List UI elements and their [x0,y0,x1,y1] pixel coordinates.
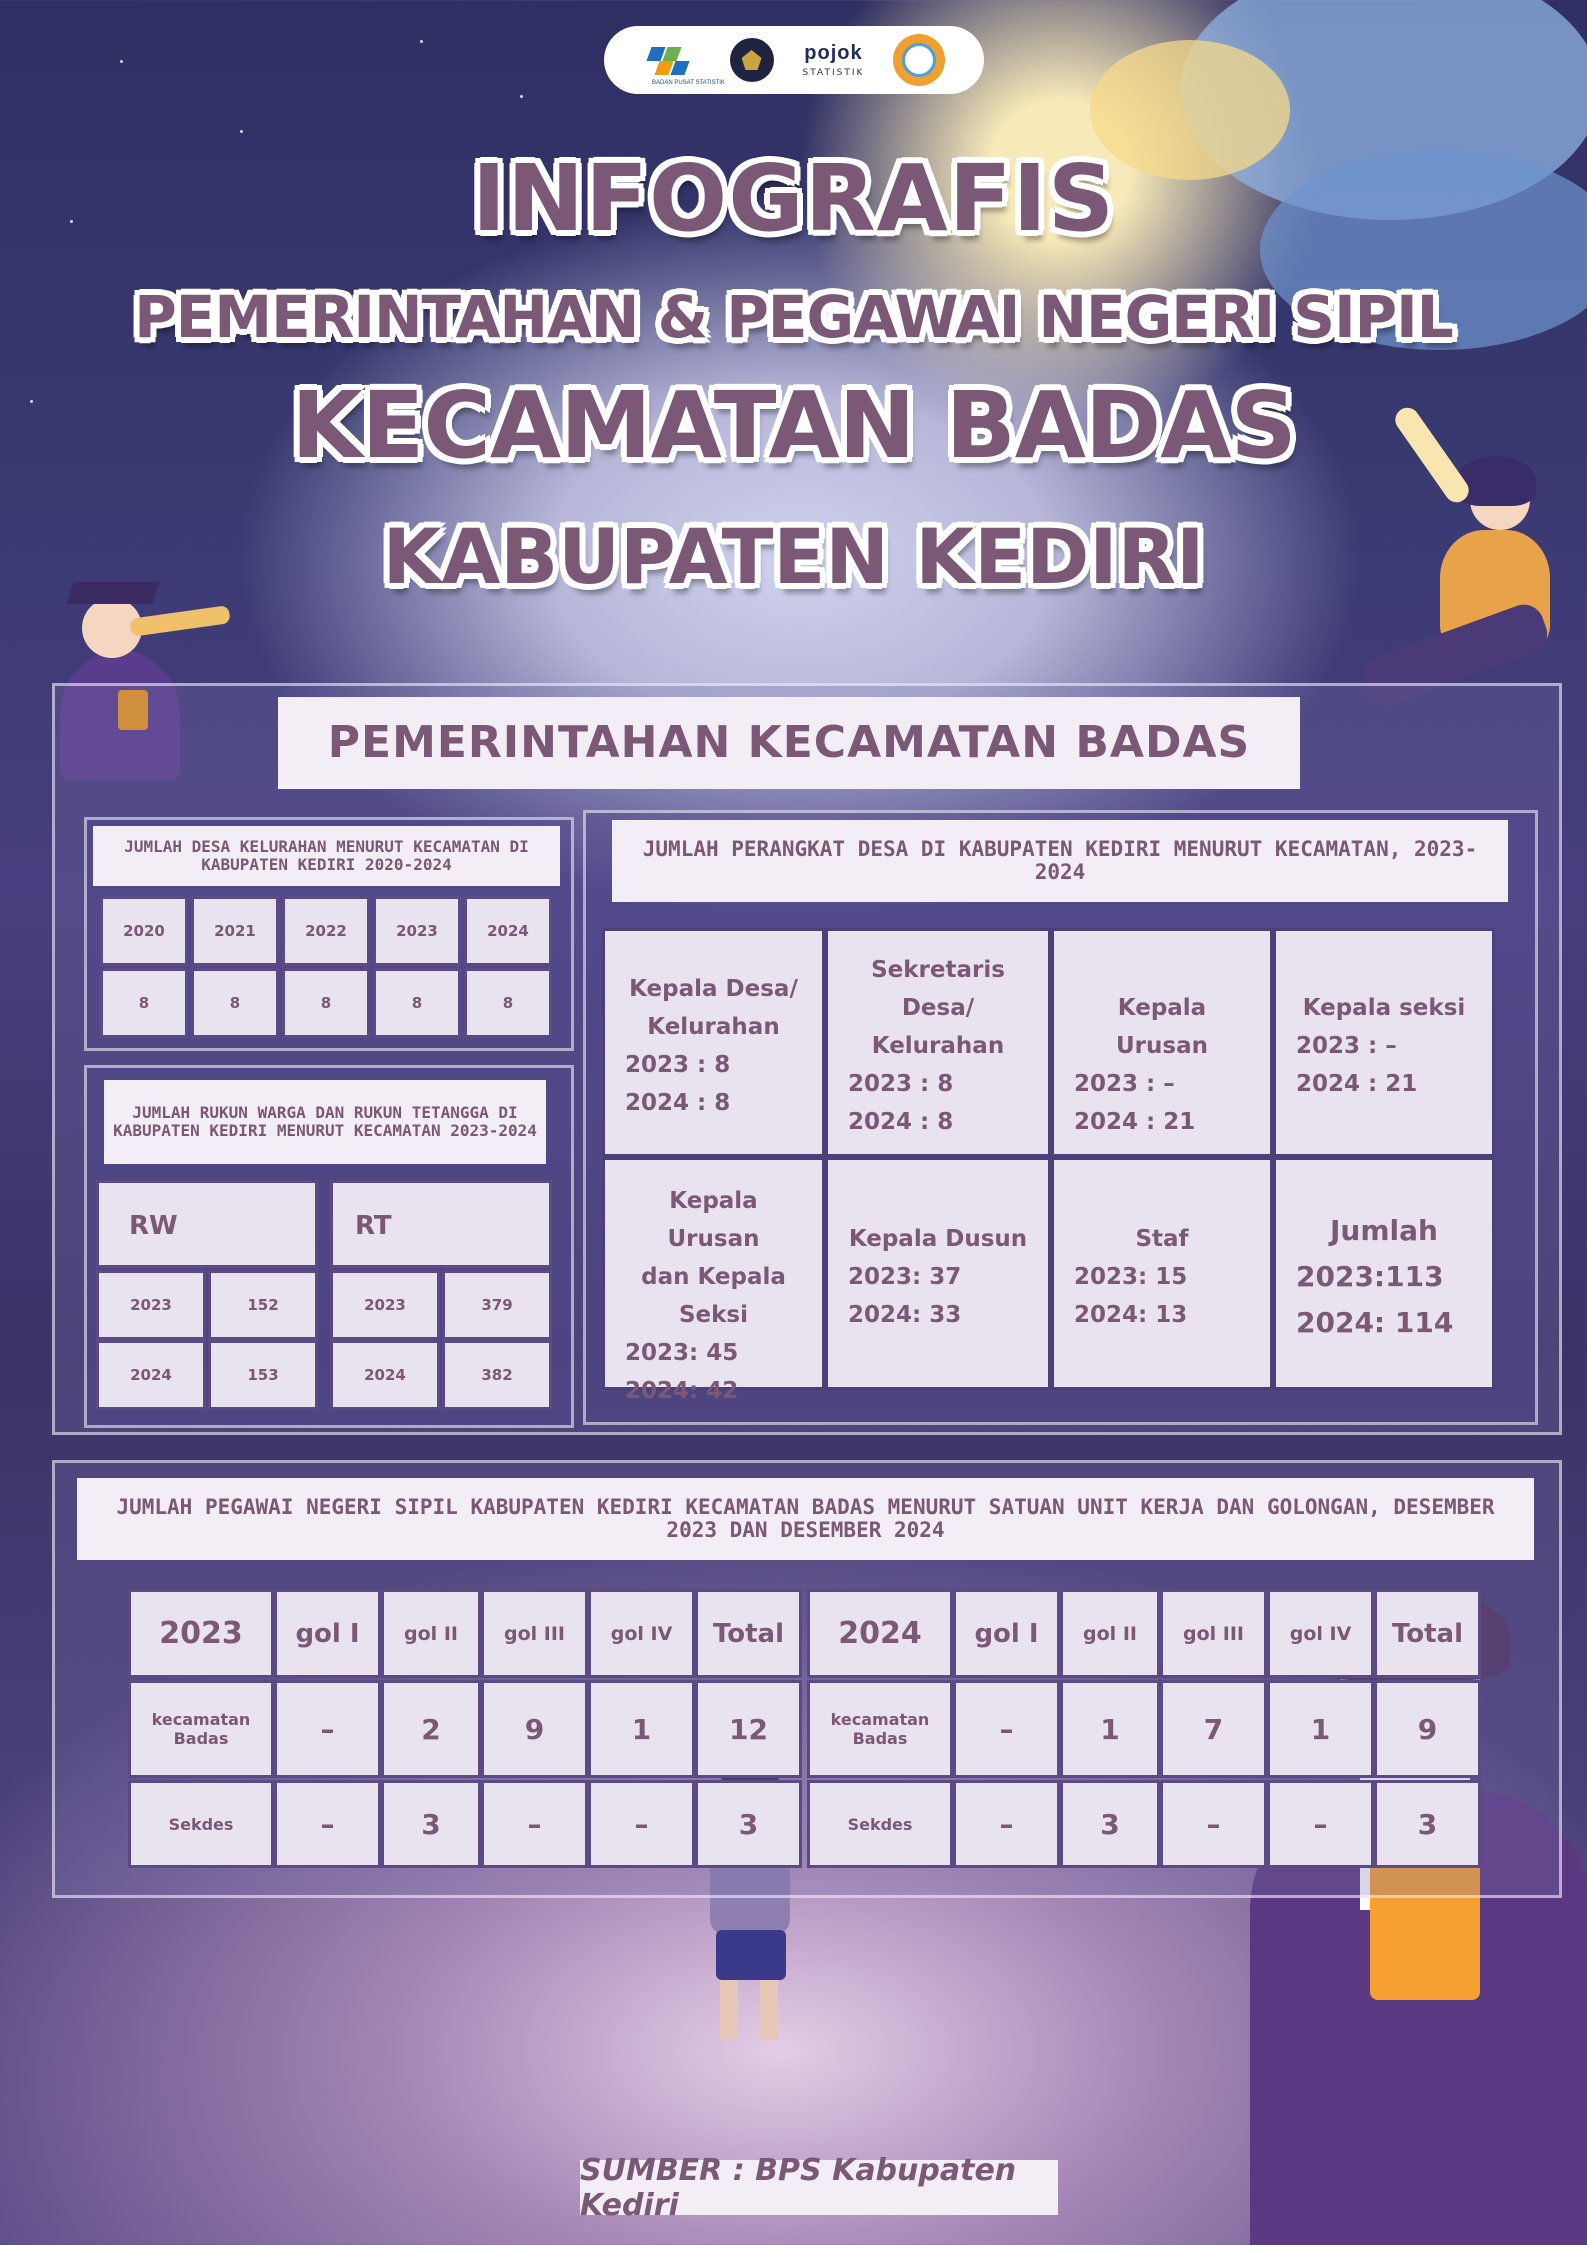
star [420,40,423,43]
perangkat-cell-heading: Seksi [678,1301,749,1328]
star [240,130,243,133]
pojok-logo-subtext: STATISTIK [802,67,865,78]
rt-year-cell: 2024 [330,1340,440,1410]
pns-value-cell: 7 [1160,1680,1267,1778]
pns-column-header: gol III [1160,1589,1267,1678]
perangkat-cell-value: 2023: 15 [1074,1263,1188,1290]
perangkat-cell-value: 2024 : 8 [625,1089,731,1116]
rw-value-cell: 152 [208,1270,318,1340]
star [520,95,523,98]
desa-value-cell: 8 [100,968,188,1038]
pns-value-cell: – [588,1780,695,1868]
perangkat-cell-heading: Kelurahan [871,1032,1005,1059]
rw-value-cell: 153 [208,1340,318,1410]
title-pemerintahan-pns: PEMERINTAHAN & PEGAWAI NEGERI SIPIL [134,283,1453,351]
perangkat-cell-heading: Jumlah [1330,1213,1438,1247]
desa-value-cell: 8 [282,968,370,1038]
pns-column-header: gol III [481,1589,588,1678]
pns-value-cell: – [1267,1780,1374,1868]
bps-logo [643,43,701,77]
pns-column-header: Total [695,1589,802,1678]
rt-year-cell: 2023 [330,1270,440,1340]
perangkat-cell-heading: Kepala Dusun [848,1225,1028,1252]
desa-year-cell: 2022 [282,896,370,966]
perangkat-cell-value: 2023: 37 [848,1263,962,1290]
title-kabupaten: KABUPATEN KEDIRI [382,512,1205,601]
pns-row-label: Sekdes [128,1780,274,1868]
rw-year-cell: 2024 [96,1340,206,1410]
bps-icon [643,43,701,77]
rt-value-cell: 382 [442,1340,552,1410]
perangkat-cell-heading: Desa/ [901,994,975,1021]
pemda-emblem-logo [730,38,774,82]
title-infografis: INFOGRAFIS [471,145,1116,252]
perangkat-cell-value: 2023 : 8 [848,1070,954,1097]
pns-year-header: 2024 [807,1589,953,1678]
pns-year-header: 2023 [128,1589,274,1678]
perangkat-cell-value: 2024: 114 [1296,1305,1454,1339]
pojok-logo-text: pojok [804,41,863,64]
badge-logo [893,34,945,86]
star [120,60,123,63]
source-label: SUMBER : BPS Kabupaten Kediri [580,2160,1058,2215]
pns-value-cell: 3 [1060,1780,1160,1868]
pns-column-header: gol IV [588,1589,695,1678]
desa-year-cell: 2021 [191,896,279,966]
perangkat-cell-value: 2023 : – [1296,1032,1397,1059]
pns-value-cell: 3 [1374,1780,1481,1868]
perangkat-cell [825,1157,1051,1390]
perangkat-title: JUMLAH PERANGKAT DESA DI KABUPATEN KEDIRI MENURUT KECAMATAN, 2023-2024 [612,820,1508,902]
pns-value-cell: – [953,1780,1060,1868]
rw-year-cell: 2023 [96,1270,206,1340]
perangkat-cell-heading: Sekretaris [871,956,1005,983]
pns-value-cell: 9 [481,1680,588,1778]
desa-value-cell: 8 [373,968,461,1038]
rw-header: RW [96,1180,318,1268]
perangkat-cell-heading: Kelurahan [647,1013,780,1040]
pns-value-cell: – [1160,1780,1267,1868]
perangkat-cell-value: 2024: 33 [848,1301,962,1328]
title-kecamatan: KECAMATAN BADAS [291,372,1296,479]
desa-year-cell: 2023 [373,896,461,966]
pns-value-cell: 3 [695,1780,802,1868]
pns-value-cell: 12 [695,1680,802,1778]
pns-value-cell: 2 [381,1680,481,1778]
perangkat-cell-value: 2024: 42 [625,1377,739,1404]
perangkat-cell-heading: Staf [1135,1225,1189,1252]
desa-value-cell: 8 [191,968,279,1038]
perangkat-cell-value: 2023:113 [1296,1259,1444,1293]
perangkat-cell-value: 2024: 13 [1074,1301,1188,1328]
perangkat-cell-value: 2023: 45 [625,1339,739,1366]
pns-value-cell: – [274,1780,381,1868]
desa-value-cell: 8 [464,968,552,1038]
perangkat-cell [1051,1157,1273,1390]
perangkat-cell-value: 2024 : 8 [848,1108,954,1135]
perangkat-cell [602,928,825,1157]
pns-value-cell: – [274,1680,381,1778]
pns-value-cell: – [953,1680,1060,1778]
perangkat-cell-heading: Kepala Desa/ [629,975,798,1002]
rt-header: RT [330,1180,552,1268]
pns-row-label: kecamatan Badas [807,1680,953,1778]
pns-value-cell: 1 [1267,1680,1374,1778]
pns-value-cell: 1 [588,1680,695,1778]
perangkat-cell [602,1157,825,1404]
pns-value-cell: 9 [1374,1680,1481,1778]
perangkat-cell [1273,928,1495,1157]
perangkat-cell [1051,928,1273,1157]
rwrt-title: JUMLAH RUKUN WARGA DAN RUKUN TETANGGA DI KABUPATEN KEDIRI MENURUT KECAMATAN 2023-2024 [104,1080,546,1164]
pns-column-header: gol I [274,1589,381,1678]
rt-value-cell: 379 [442,1270,552,1340]
perangkat-cell-value: 2024 : 21 [1074,1108,1196,1135]
perangkat-cell-heading: Kepala Urusan [667,1187,760,1252]
desa-year-cell: 2020 [100,896,188,966]
desa-title: JUMLAH DESA KELURAHAN MENURUT KECAMATAN DI KABUPATEN KEDIRI 2020-2024 [93,826,560,886]
perangkat-cell-heading: dan Kepala [641,1263,786,1290]
bps-logo-caption: BADAN PUSAT STATISTIK [652,80,725,86]
perangkat-cell-heading: Kepala Urusan [1116,994,1208,1059]
badge-icon [902,43,936,77]
perangkat-cell-value: 2023 : 8 [625,1051,731,1078]
perangkat-cell-value: 2024 : 21 [1296,1070,1418,1097]
pns-row-label: kecamatan Badas [128,1680,274,1778]
pns-title: JUMLAH PEGAWAI NEGERI SIPIL KABUPATEN KEDIRI KECAMATAN BADAS MENURUT SATUAN UNIT KERJA DAN GOLONGAN, DESEMBER 2023 DAN DESEMBER 2024 [77,1478,1534,1560]
desa-year-cell: 2024 [464,896,552,966]
pojok-statistik-logo [803,43,865,78]
pns-column-header: gol IV [1267,1589,1374,1678]
pns-column-header: Total [1374,1589,1481,1678]
pns-column-header: gol II [381,1589,481,1678]
pns-column-header: gol II [1060,1589,1160,1678]
section-title: PEMERINTAHAN KECAMATAN BADAS [278,697,1300,789]
pns-value-cell: 1 [1060,1680,1160,1778]
pns-value-cell: 3 [381,1780,481,1868]
perangkat-cell [1273,1157,1495,1390]
perangkat-cell-value: 2023 : – [1074,1070,1175,1097]
pns-column-header: gol I [953,1589,1060,1678]
perangkat-cell-heading: Kepala seksi [1302,994,1466,1021]
pns-row-label: Sekdes [807,1780,953,1868]
pns-value-cell: – [481,1780,588,1868]
perangkat-cell [825,928,1051,1157]
emblem-icon [730,38,774,82]
